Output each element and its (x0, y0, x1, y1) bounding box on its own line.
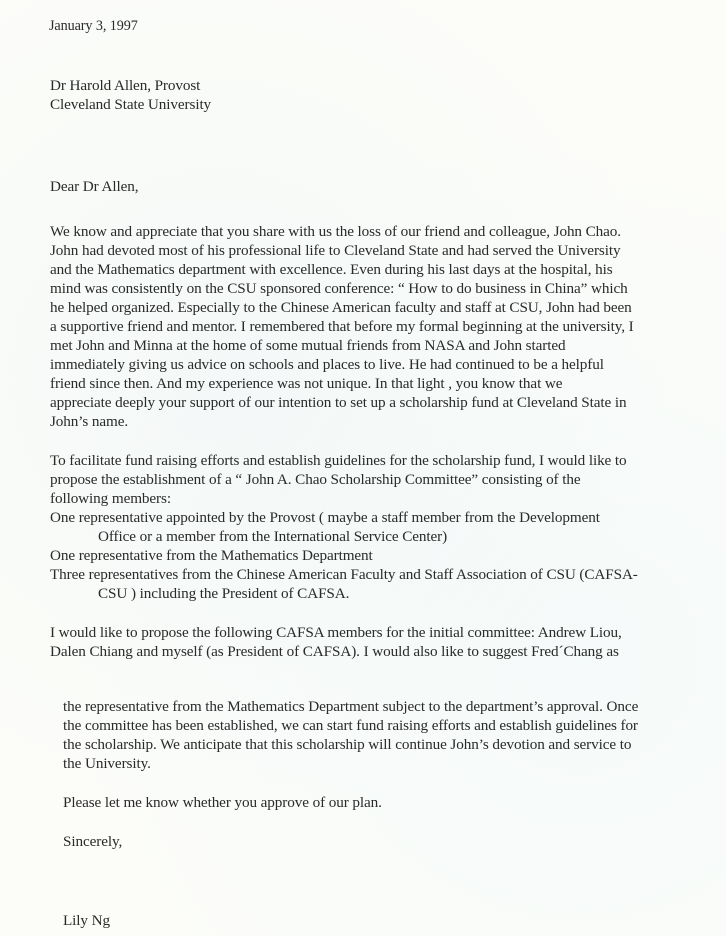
paragraph-line: John had devoted most of his professional life to Cleveland State and had served the University (50, 242, 621, 259)
closing: Sincerely, (63, 833, 123, 850)
paragraph-line: We know and appreciate that you share with us the loss of our friend and colleague, John Chao. (50, 223, 621, 240)
recipient-institution: Cleveland State University (50, 96, 212, 113)
letter-date: January 3, 1997 (49, 18, 138, 34)
paragraph-line: met John and Minna at the home of some mutual friends from NASA and John started (50, 337, 566, 354)
paragraph-line: following members: (50, 490, 171, 507)
paragraph-line: John’s name. (50, 413, 129, 430)
paragraph-line: appreciate deeply your support of our intention to set up a scholarship fund at Cleveland State in (50, 394, 627, 411)
paragraph-line: propose the establishment of a “ John A. Chao Scholarship Committee” consisting of the (50, 471, 581, 488)
paragraph-line: mind was consistently on the CSU sponsored conference: “ How to do business in China” which (50, 280, 628, 297)
paragraph-line: the committee has been established, we can start fund raising efforts and establish guidelines for (63, 717, 638, 734)
signature: Lily Ng (63, 912, 110, 929)
member-item: One representative from the Mathematics Department (50, 547, 373, 564)
paragraph-line: the University. (63, 755, 151, 772)
paragraph-line: the scholarship. We anticipate that this scholarship will continue John’s devotion and service to (63, 736, 632, 753)
paragraph-line: immediately giving us advice on schools and places to live. He had continued to be a helpful (50, 356, 604, 373)
paragraph-line: a supportive friend and mentor. I remembered that before my formal beginning at the university, I (50, 318, 634, 335)
paragraph-line: friend since then. And my experience was not unique. In that light , you know that we (50, 375, 563, 392)
member-item-continuation: Office or a member from the International Service Center) (98, 528, 448, 545)
member-item: Three representatives from the Chinese American Faculty and Staff Association of CSU (CAFSA- (50, 566, 638, 583)
paragraph-line: I would like to propose the following CAFSA members for the initial committee: Andrew Liou, (50, 624, 622, 641)
recipient-name: Dr Harold Allen, Provost (50, 77, 201, 94)
salutation: Dear Dr Allen, (50, 178, 139, 195)
member-item: One representative appointed by the Provost ( maybe a staff member from the Development (50, 509, 600, 526)
member-item-continuation: CSU ) including the President of CAFSA. (98, 585, 350, 602)
paragraph-line: To facilitate fund raising efforts and establish guidelines for the scholarship fund, I would like to (50, 452, 627, 469)
paragraph-line: the representative from the Mathematics Department subject to the department’s approval. Once (63, 698, 639, 715)
paragraph-line: he helped organized. Especially to the Chinese American faculty and staff at CSU, John had been (50, 299, 632, 316)
paragraph-line: Dalen Chiang and myself (as President of CAFSA). I would also like to suggest Fred´Chang as (50, 643, 619, 660)
paragraph-line: and the Mathematics department with excellence. Even during his last days at the hospital, his (50, 261, 613, 278)
closing-request: Please let me know whether you approve of our plan. (63, 794, 382, 811)
